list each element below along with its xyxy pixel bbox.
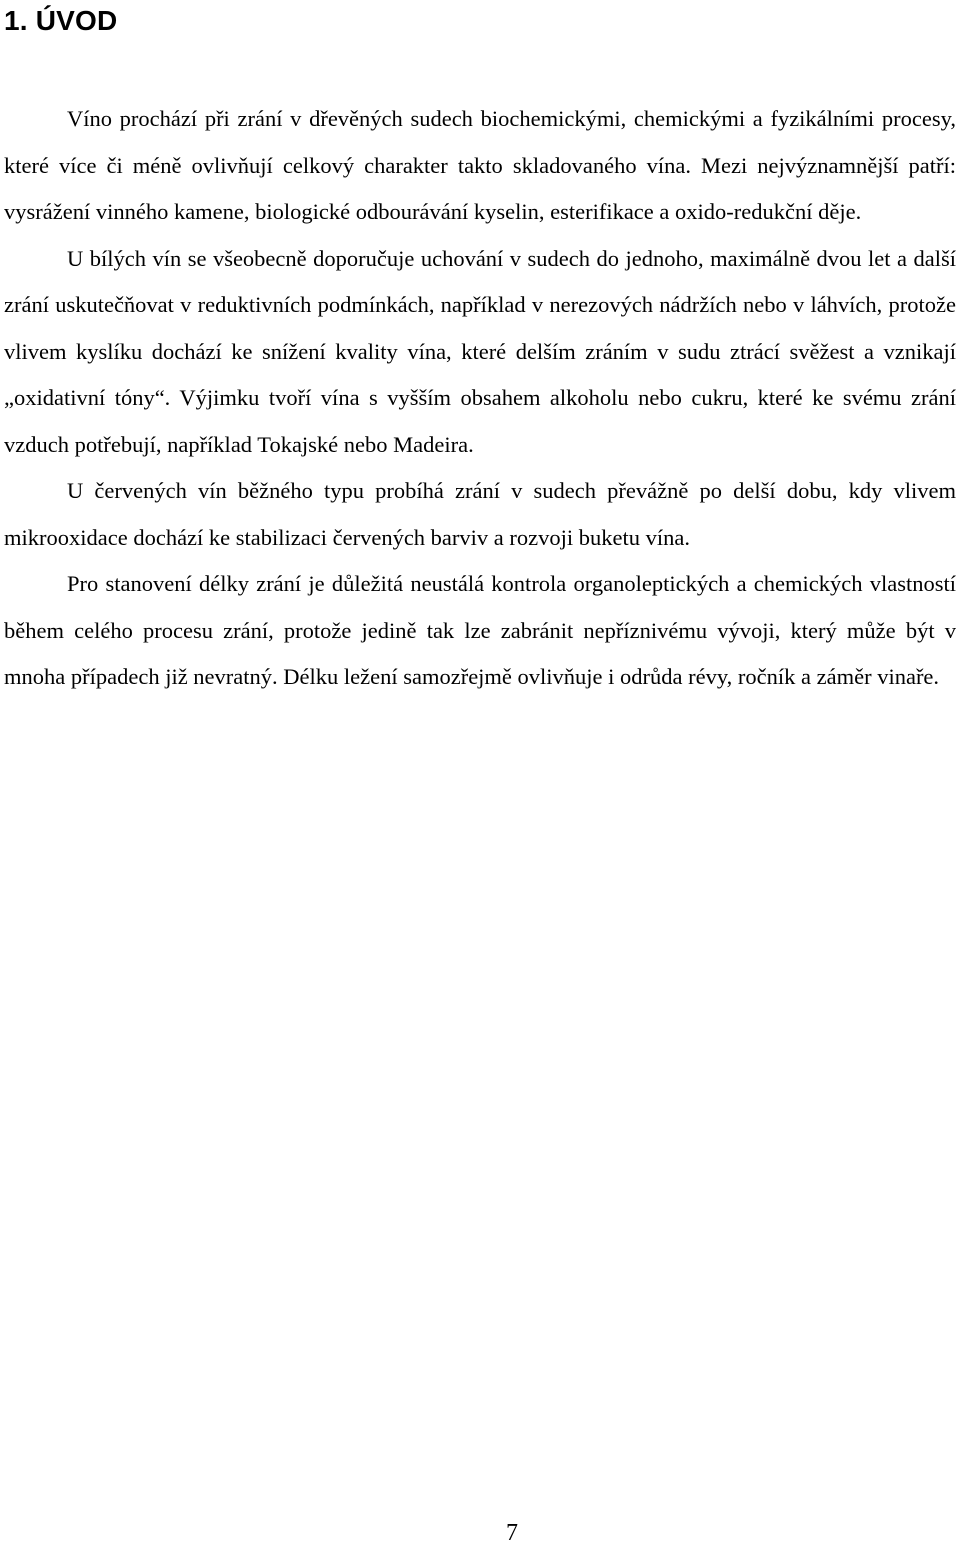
chapter-body [4, 96, 956, 701]
paragraph-1: Víno prochází při zrání v dřevěných sudech biochemickými, chemickými a fyzikálními procesy, které více či méně ovlivňují celkový charakter takto skladovaného vína. Mezi nejvýznamnější patří: vysrážení vinného kamene, biologické odbourávání kyselin, esterifikace a oxido-redukční děje. [4, 106, 956, 224]
chapter-heading: 1. ÚVOD [4, 5, 118, 36]
paragraph-2: U bílých vín se všeobecně doporučuje uchování v sudech do jednoho, maximálně dvou let a další zrání uskutečňovat v reduktivních podmínkách, například v nerezových nádržích nebo v láhvích, protože vlivem kyslíku dochází ke snížení kvality vína, které delším zráním v sudu ztrácí svěžest a vznikají „oxidativní tóny“. Výjimku tvoří vína s vyšším obsahem alkoholu nebo cukru, které ke svému zrání vzduch potřebují, například Tokajské nebo Madeira. [4, 245, 956, 457]
paragraph-4: Pro stanovení délky zrání je důležitá neustálá kontrola organoleptických a chemických vlastností během celého procesu zrání, protože jedině tak lze zabránit nepříznivému vývoji, který může být v mnoha případech již nevratný. Délku ležení samozřejmě ovlivňuje i odrůda révy, ročník a záměr vinaře. [4, 571, 956, 689]
paragraph-3: U červených vín běžného typu probíhá zrání v sudech převážně po delší dobu, kdy vlivem mikrooxidace dochází ke stabilizaci červených barviv a rozvoji buketu vína. [4, 478, 956, 550]
page-number: 7 [506, 1520, 518, 1546]
